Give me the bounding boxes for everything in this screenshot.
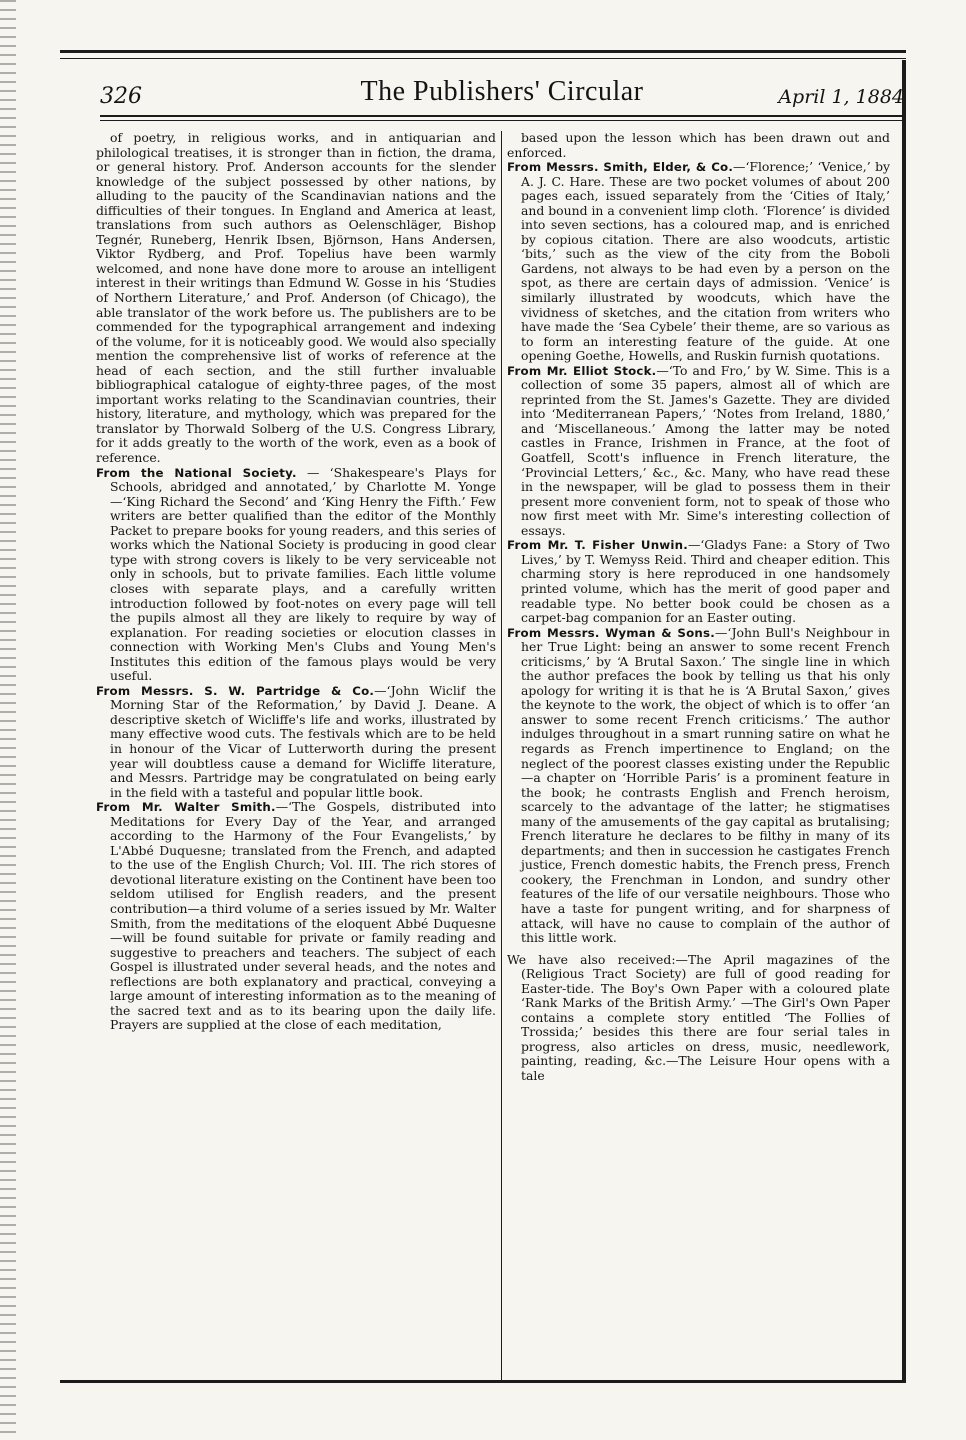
left-column xyxy=(96,131,496,1376)
entry-publisher: From Mr. Walter Smith. xyxy=(96,800,276,815)
review-entry xyxy=(507,538,890,625)
right-column xyxy=(507,131,890,1376)
entry-publisher: From Messrs. S. W. Partridge & Co. xyxy=(96,683,375,698)
top-rule-thin xyxy=(60,58,906,59)
entry-text: —‘The Gospels, distributed into Meditations for Every Day of the Year, and arranged according to the Harmony of the Four Evangelists,’ by L'Abbé Duquesne; translated from the French, and adapted to the use of the English Church; Vol. III. The rich stores of devotional literature existing on the Continent have been too seldom utilised for English readers, and the present contribution—a third volume of a series issued by Mr. Walter Smith, from the meditations of the eloquent Abbé Duquesne—will be found suitable for private or family reading and suggestive to preachers and teachers. The subject of each Gospel is illustrated under several heads, and the notes and reflections are both explanatory and practical, conveying a large amount of interesting information as to the meaning of the sacred text and as to its bearing upon the daily life. Prayers are supplied at the close of each meditation, xyxy=(110,799,496,1033)
received-notice: We have also received:—The April magazines of the (Religious Tract Society) are full of good reading for Easter-tide. The Boy's Own Paper with a coloured plate ‘Rank Marks of the British Army.’ —The Girl's Own Paper contains a complete story entitled ‘The Follies of Trossida;’ besides this there are four serial tales in progress, also articles on dress, music, needlework, painting, reading, &c.—The Leisure Hour opens with a tale xyxy=(507,951,890,1083)
entry-publisher: From Mr. T. Fisher Unwin. xyxy=(507,538,688,553)
review-entry xyxy=(507,160,890,364)
journal-title: The Publishers' Circular xyxy=(360,76,644,107)
entry-text: —‘To and Fro,’ by W. Sime. This is a collection of some 35 papers, almost all of which are reprinted from the St. James's Gazette. They are divided into ‘Mediterranean Papers,’ ‘Notes from Ireland, 1880,’ and ‘Miscellaneous.’ Among the latter may be noted castles in France, Irishmen in France, at the foot of Goatfell, Scott's influence in French literature, the ‘Provincial Letters,’ &c., &c. Many, who have read these in the newspaper, will be glad to possess them in their present more convenient form, not to speak of those who now first meet with Mr. Sime's interesting collection of essays. xyxy=(521,362,890,538)
header-rule-thin xyxy=(100,120,904,121)
review-entry xyxy=(507,364,890,539)
entry-publisher: From Mr. Elliot Stock. xyxy=(507,363,657,378)
entry-publisher: From Messrs. Wyman & Sons. xyxy=(507,625,715,640)
issue-date: April 1, 1884 xyxy=(778,86,904,108)
paragraph-continuation: based upon the lesson which has been drawn out and enforced. xyxy=(507,131,890,160)
entry-text: —‘Gladys Fane: a Story of Two Lives,’ by T. Wemyss Reid. Third and cheaper edition. This charming story is here reproduced in one handsomely printed volume, which has the merit of good paper and readable type. No better book could be chosen as a carpet-bag companion for an Easter outing. xyxy=(521,537,890,626)
entry-text: —‘John Wiclif the Morning Star of the Reformation,’ by David J. Deane. A descriptive sketch of Wicliffe's life and works, illustrated by many effective wood cuts. The festivals which are to be held in honour of the Vicar of Lutterworth during the present year will doubtless cause a demand for Wicliffe literature, and Messrs. Partridge may be congratulated on being early in the field with a tasteful and popular little book. xyxy=(110,682,496,800)
entry-text: — ‘Shakespeare's Plays for Schools, abridged and annotated,’ by Charlotte M. Yonge—‘King Richard the Second’ and ‘King Henry the Fifth.’ Few writers are better qualified than the editor of the Monthly Packet to prepare books for young readers, and this series of works which the National Society is producing in good clear type with strong covers is likely to be very serviceable not only in schools, but to private families. Each little volume closes with separate plays, and a carefully written introduction followed by foot-notes on every page will tell the pupils almost all they are likely to require by way of explanation. For reading societies or elocution classes in connection with Working Men's Clubs and Young Men's Institutes this edition of the famous plays would be very useful. xyxy=(110,464,496,684)
page-number: 326 xyxy=(100,84,142,109)
column-divider xyxy=(501,131,502,1381)
binding-edge xyxy=(0,0,16,1440)
review-entry xyxy=(96,684,496,800)
entry-publisher: From Messrs. Smith, Elder, & Co. xyxy=(507,160,734,175)
review-entry xyxy=(507,626,890,946)
entry-publisher: From the National Society. xyxy=(96,465,297,480)
top-rule xyxy=(60,50,906,53)
page-header xyxy=(100,72,904,114)
entry-text: —‘John Bull's Neighbour in her True Light: being an answer to some recent French criticisms,’ by ‘A Brutal Saxon.’ The single line in which the author prefaces the book by telling us that his only apology for writing it is that he is ‘A Brutal Saxon,’ gives the keynote to the work, the object of which is to offer ‘an answer to some recent French criticisms.’ The author indulges throughout in a smart running satire on what he regards as French impertinence to England; on the neglect of the poorest classes existing under the Republic—a chapter on ‘Horrible Paris’ is a prominent feature in the book; he contrasts English and French heroism, scarcely to the advantage of the latter; he stigmatises many of the amusements of the gay capital as brutalising; French literature he declares to be filthy in many of its departments; and then in succession he castigates French justice, French domestic habits, the French press, French cookery, the Frenchman in London, and sundry other features of the life of our versatile neighbours. Those who have a taste for pungent writing, and for sharpness of attack, will have no cause to complain of the author of this little work. xyxy=(521,624,890,946)
review-entry xyxy=(96,466,496,684)
paragraph-continuation: of poetry, in religious works, and in antiquarian and philological treatises, it is stronger than in fiction, the drama, or general history. Prof. Anderson accounts for the slender knowledge of the subject possessed by other nations, by alluding to the paucity of the Scandinavian nations and the difficulties of their tongues. In England and America at least, translations from such authors as Oelenschläger, Bishop Tegnér, Runeberg, Henrik Ibsen, Björnson, Hans Andersen, Viktor Rydberg, and Prof. Topelius have been warmly welcomed, and none have done more to arouse an intelligent interest in their writings than Edmund W. Gosse in his ‘Studies of Northern Literature,’ and Prof. Anderson (of Chicago), the able translator of the work before us. The publishers are to be commended for the typographical arrangement and indexing of the volume, for it is noticeably good. We would also specially mention the comprehensive list of works of reference at the head of each section, and the still further invaluable bibliographical catalogue of eighty-three pages, of the most important works relating to the Scandinavian countries, their history, literature, and mythology, which was prepared for the translator by Thorwald Solberg of the U.S. Congress Library, for it adds greatly to the worth of the work, even as a book of reference. xyxy=(96,131,496,466)
header-rule xyxy=(100,115,904,117)
review-entry xyxy=(96,800,496,1033)
bottom-rule xyxy=(60,1380,906,1383)
entry-text: —‘Florence;’ ‘Venice,’ by A. J. C. Hare. These are two pocket volumes of about 200 pages each, issued separately from the ‘Cities of Italy,’ and bound in a convenient limp cloth. ‘Florence’ is divided into seven sections, has a coloured map, and is enriched by copious citation. There are also woodcuts, artistic ‘bits,’ such as the view of the city from the Boboli Gardens, not always to be had even by a person on the spot, as there are certain days of admission. ‘Venice’ is similarly illustrated by woodcuts, which have the vividness of sketches, and the citation from writers who have made the ‘Sea Cybele’ their theme, are so various as to form an interesting feature of the guide. At one opening Goethe, Howells, and Ruskin furnish quotations. xyxy=(521,159,890,364)
page-right-edge xyxy=(902,60,906,1380)
